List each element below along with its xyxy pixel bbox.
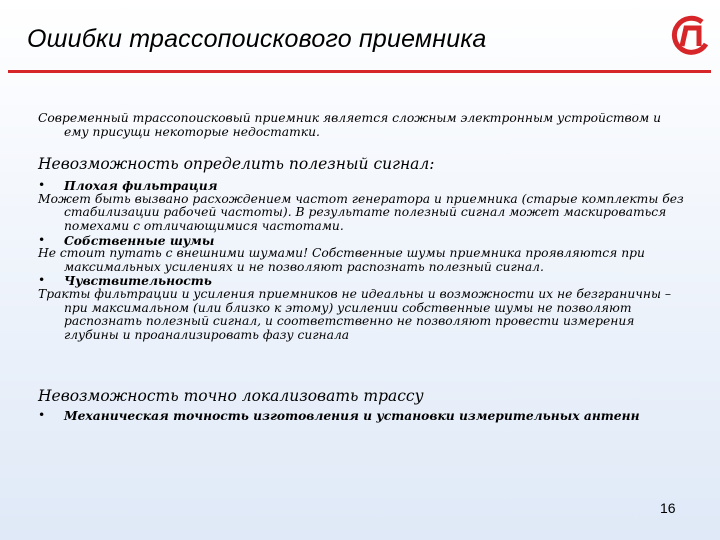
page-number: 16 bbox=[660, 500, 676, 516]
bullet-title: Чувствительность bbox=[64, 273, 212, 289]
bullet-icon: • bbox=[38, 408, 46, 423]
bullet-icon: • bbox=[38, 178, 46, 193]
title-divider bbox=[8, 70, 711, 73]
bullet-item bbox=[38, 179, 688, 193]
bullet-description: Тракты фильтрации и усиления приемников не идеальны и возможности их не безграничны – при максимальном (или близко к этому) усилении собственные шумы не позволяют распознать полезный сигнал, и соответственно не позволяют провести измерения глубины и проанализировать фазу сигнала bbox=[38, 286, 672, 342]
section-heading-localization: Невозможность точно локализовать трассу bbox=[38, 387, 424, 406]
bullet-item bbox=[38, 274, 688, 288]
bullet-item bbox=[38, 409, 688, 423]
bullet-description: Может быть вызвано расхождением частот генератора и приемника (старые комплекты без стабилизации рабочей частоты). В результате полезный сигнал может маскироваться помехами с отличающимися частотами. bbox=[38, 191, 684, 233]
bullet-title: Собственные шумы bbox=[64, 232, 215, 248]
bullet-title: Плохая фильтрация bbox=[64, 178, 218, 194]
slide-body bbox=[38, 112, 688, 423]
bullet-description: Не стоит путать с внешними шумами! Собственные шумы приемника проявляются при максимальных усилениях и не позволяют распознать полезный сигнал. bbox=[38, 246, 645, 274]
bullet-title: Механическая точность изготовления и установки измерительных антенн bbox=[64, 408, 640, 424]
bullet-item bbox=[38, 234, 688, 248]
section-heading-signal: Невозможность определить полезный сигнал: bbox=[38, 155, 435, 174]
slide-title: Ошибки трассопоискового приемника bbox=[27, 25, 487, 53]
bullet-icon: • bbox=[38, 273, 46, 288]
intro-text: Современный трассопоисковый приемник является сложным электронным устройством и ему присущи некоторые недостатки. bbox=[38, 111, 662, 139]
bullet-icon: • bbox=[38, 232, 46, 247]
company-logo-icon bbox=[668, 13, 712, 57]
